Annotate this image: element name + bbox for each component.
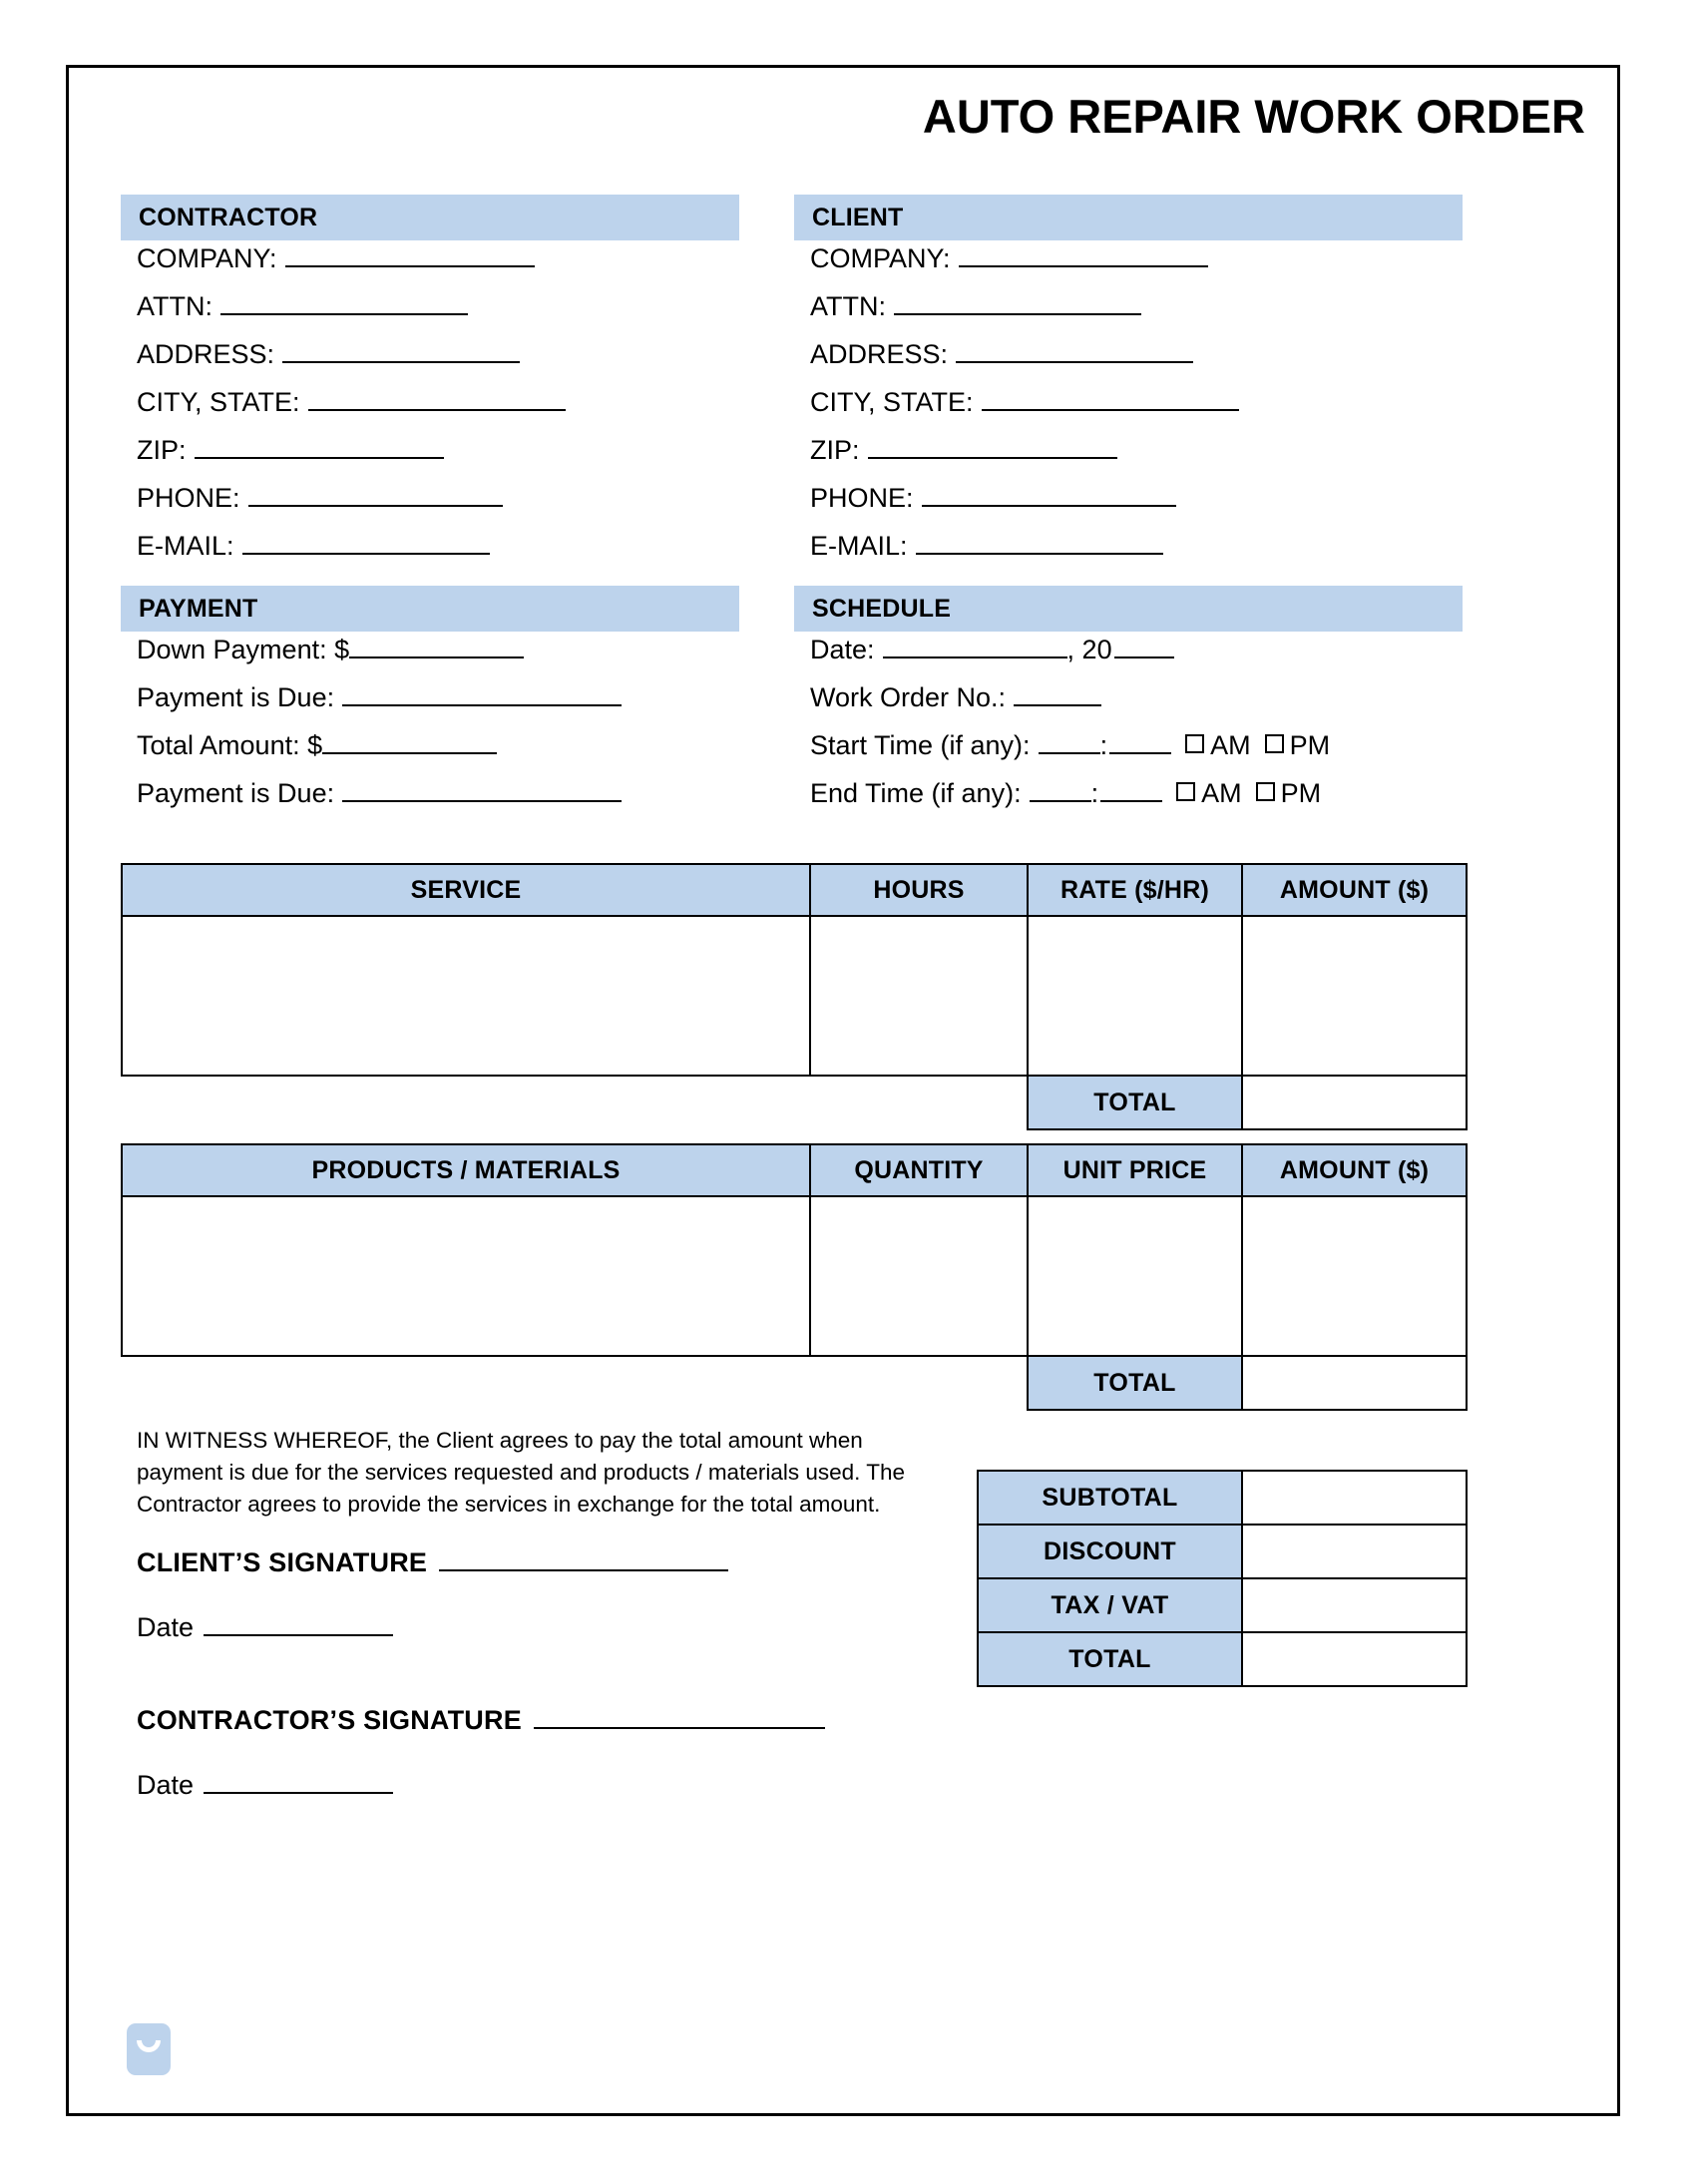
client-address-input[interactable]: [956, 339, 1193, 363]
start-time-label: Start Time (if any):: [810, 730, 1031, 760]
summary-row-total: [978, 1632, 1467, 1686]
document-page: [66, 65, 1620, 2116]
payment-due-label-2: Payment is Due:: [137, 778, 335, 808]
contractor-attn-row: [121, 291, 799, 339]
client-zip-row: [794, 435, 1473, 483]
end-time-minute-input[interactable]: [1100, 778, 1162, 802]
services-col-amount: AMOUNT ($): [1242, 864, 1467, 916]
start-time-pm-checkbox[interactable]: [1265, 734, 1284, 753]
contractor-date-input[interactable]: [204, 1770, 393, 1794]
contractor-email-label: E-MAIL:: [137, 531, 234, 561]
contractor-city-state-input[interactable]: [308, 387, 566, 411]
contractor-signature-label: CONTRACTOR’S SIGNATURE: [137, 1705, 522, 1735]
client-signature-block: [137, 1546, 728, 1578]
work-order-no-label: Work Order No.:: [810, 682, 1007, 712]
end-time-label: End Time (if any):: [810, 778, 1022, 808]
products-col-unit-price: UNIT PRICE: [1028, 1144, 1242, 1196]
end-time-hour-input[interactable]: [1030, 778, 1091, 802]
end-time-row: [794, 778, 1473, 826]
client-company-input[interactable]: [959, 243, 1208, 267]
client-zip-input[interactable]: [868, 435, 1117, 459]
end-time-am-checkbox[interactable]: [1176, 782, 1195, 801]
payment-due-input-2[interactable]: [342, 778, 622, 802]
contractor-fields: [121, 243, 799, 579]
contractor-company-label: COMPANY:: [137, 243, 277, 273]
summary-row-tax: [978, 1578, 1467, 1632]
products-cell-amount[interactable]: [1242, 1196, 1467, 1356]
payment-due-input-1[interactable]: [342, 682, 622, 706]
summary-label-total: TOTAL: [978, 1632, 1242, 1686]
contractor-phone-row: [121, 483, 799, 531]
summary-label-discount: DISCOUNT: [978, 1525, 1242, 1578]
start-time-separator: :: [1099, 730, 1108, 760]
products-total-value[interactable]: [1242, 1356, 1467, 1410]
client-phone-row: [794, 483, 1473, 531]
products-table: [121, 1143, 1468, 1411]
smile-logo-icon: [127, 2023, 171, 2075]
products-total-spacer: [122, 1356, 810, 1410]
client-city-state-row: [794, 387, 1473, 435]
payment-due-row-2: [121, 778, 799, 826]
schedule-date-label: Date:: [810, 635, 875, 664]
client-signature-row: [137, 1546, 728, 1578]
services-total-value[interactable]: [1242, 1076, 1467, 1129]
products-col-products: PRODUCTS / MATERIALS: [122, 1144, 810, 1196]
smile-arc-shape: [137, 2040, 161, 2052]
start-time-am-label: AM: [1210, 730, 1251, 760]
table-row: [122, 916, 1467, 1076]
services-total-label: TOTAL: [1028, 1076, 1242, 1129]
client-date-label: Date: [137, 1612, 195, 1642]
client-email-input[interactable]: [916, 531, 1163, 555]
payment-due-label-1: Payment is Due:: [137, 682, 335, 712]
contractor-company-row: [121, 243, 799, 291]
products-cell-unit-price[interactable]: [1028, 1196, 1242, 1356]
contractor-address-row: [121, 339, 799, 387]
start-time-hour-input[interactable]: [1039, 730, 1100, 754]
payment-due-row-1: [121, 682, 799, 730]
summary-row-discount: [978, 1525, 1467, 1578]
section-header-schedule: [794, 586, 1463, 632]
start-time-pm-label: PM: [1289, 730, 1331, 760]
schedule-date-input[interactable]: [883, 635, 1067, 658]
client-attn-label: ATTN:: [810, 291, 886, 321]
start-time-row: [794, 730, 1473, 778]
summary-row-subtotal: [978, 1471, 1467, 1525]
contractor-signature-input[interactable]: [534, 1704, 825, 1729]
services-col-rate: RATE ($/HR): [1028, 864, 1242, 916]
client-attn-row: [794, 291, 1473, 339]
client-fields: [794, 243, 1473, 579]
client-signature-label: CLIENT’S SIGNATURE: [137, 1547, 428, 1577]
summary-label-subtotal: SUBTOTAL: [978, 1471, 1242, 1525]
schedule-date-row: [794, 635, 1473, 682]
section-header-payment: [121, 586, 739, 632]
client-date-block: [137, 1612, 393, 1643]
client-phone-label: PHONE:: [810, 483, 914, 513]
contractor-company-input[interactable]: [285, 243, 535, 267]
client-heading-label: CLIENT: [812, 204, 904, 231]
client-phone-input[interactable]: [922, 483, 1176, 507]
contractor-address-input[interactable]: [282, 339, 520, 363]
services-table: [121, 863, 1468, 1130]
section-header-contractor: [121, 195, 739, 240]
contractor-heading-label: CONTRACTOR: [139, 204, 318, 231]
contractor-zip-label: ZIP:: [137, 435, 187, 465]
products-col-quantity: QUANTITY: [810, 1144, 1028, 1196]
end-time-separator: :: [1090, 778, 1099, 808]
products-total-spacer-2: [810, 1356, 1028, 1410]
schedule-heading-label: SCHEDULE: [812, 595, 952, 623]
contractor-email-row: [121, 531, 799, 579]
schedule-year-input[interactable]: [1114, 635, 1174, 658]
total-amount-row: [121, 730, 799, 778]
services-total-row: [122, 1076, 1467, 1129]
payment-fields: [121, 635, 799, 826]
summary-value-total[interactable]: [1242, 1632, 1467, 1686]
page-title: AUTO REPAIR WORK ORDER: [922, 90, 1585, 143]
client-zip-label: ZIP:: [810, 435, 860, 465]
summary-value-tax[interactable]: [1242, 1578, 1467, 1632]
summary-table: [977, 1470, 1468, 1687]
payment-heading-label: PAYMENT: [139, 595, 258, 623]
down-payment-label: Down Payment: $: [137, 635, 350, 664]
client-address-label: ADDRESS:: [810, 339, 949, 369]
client-address-row: [794, 339, 1473, 387]
section-header-client: [794, 195, 1463, 240]
client-attn-input[interactable]: [894, 291, 1141, 315]
witness-paragraph: IN WITNESS WHEREOF, the Client agrees to pay the total amount when payment is due for the services requested and products / materials used. The Contractor agrees to provide the services in exchange for the total amount.: [137, 1428, 905, 1517]
work-order-no-row: [794, 682, 1473, 730]
contractor-attn-label: ATTN:: [137, 291, 212, 321]
products-table-header-row: [122, 1144, 1467, 1196]
schedule-fields: [794, 635, 1473, 826]
client-email-row: [794, 531, 1473, 579]
contractor-zip-row: [121, 435, 799, 483]
contractor-date-row: [137, 1770, 393, 1801]
products-col-amount: AMOUNT ($): [1242, 1144, 1467, 1196]
contractor-signature-block: [137, 1704, 825, 1736]
services-cell-service[interactable]: [122, 916, 810, 1076]
end-time-pm-label: PM: [1280, 778, 1322, 808]
summary-label-tax: TAX / VAT: [978, 1578, 1242, 1632]
schedule-year-prefix-label: , 20: [1066, 635, 1112, 664]
services-cell-rate[interactable]: [1028, 916, 1242, 1076]
contractor-attn-input[interactable]: [220, 291, 468, 315]
start-time-minute-input[interactable]: [1109, 730, 1171, 754]
summary-value-subtotal[interactable]: [1242, 1471, 1467, 1525]
client-company-row: [794, 243, 1473, 291]
services-col-service: SERVICE: [122, 864, 810, 916]
start-time-am-checkbox[interactable]: [1185, 734, 1204, 753]
table-row: [122, 1196, 1467, 1356]
contractor-date-block: [137, 1770, 393, 1801]
products-cell-product[interactable]: [122, 1196, 810, 1356]
end-time-pm-checkbox[interactable]: [1256, 782, 1275, 801]
services-cell-hours[interactable]: [810, 916, 1028, 1076]
client-date-row: [137, 1612, 393, 1643]
client-signature-input[interactable]: [439, 1546, 728, 1571]
work-order-no-input[interactable]: [1014, 682, 1101, 706]
contractor-email-input[interactable]: [242, 531, 490, 555]
down-payment-row: [121, 635, 799, 682]
services-col-hours: HOURS: [810, 864, 1028, 916]
client-company-label: COMPANY:: [810, 243, 951, 273]
client-date-input[interactable]: [204, 1612, 393, 1636]
contractor-signature-row: [137, 1704, 825, 1736]
client-city-state-label: CITY, STATE:: [810, 387, 974, 417]
summary-value-discount[interactable]: [1242, 1525, 1467, 1578]
services-total-spacer: [122, 1076, 810, 1129]
contractor-date-label: Date: [137, 1770, 195, 1800]
services-cell-amount[interactable]: [1242, 916, 1467, 1076]
client-email-label: E-MAIL:: [810, 531, 908, 561]
products-cell-quantity[interactable]: [810, 1196, 1028, 1356]
services-total-spacer-2: [810, 1076, 1028, 1129]
contractor-address-label: ADDRESS:: [137, 339, 275, 369]
total-amount-input[interactable]: [322, 730, 497, 754]
total-amount-label: Total Amount: $: [137, 730, 323, 760]
contractor-phone-label: PHONE:: [137, 483, 240, 513]
products-total-row: [122, 1356, 1467, 1410]
contractor-city-state-row: [121, 387, 799, 435]
down-payment-input[interactable]: [349, 635, 524, 658]
products-total-label: TOTAL: [1028, 1356, 1242, 1410]
contractor-city-state-label: CITY, STATE:: [137, 387, 300, 417]
contractor-phone-input[interactable]: [248, 483, 503, 507]
client-city-state-input[interactable]: [982, 387, 1239, 411]
contractor-zip-input[interactable]: [195, 435, 444, 459]
end-time-am-label: AM: [1201, 778, 1242, 808]
services-table-header-row: [122, 864, 1467, 916]
